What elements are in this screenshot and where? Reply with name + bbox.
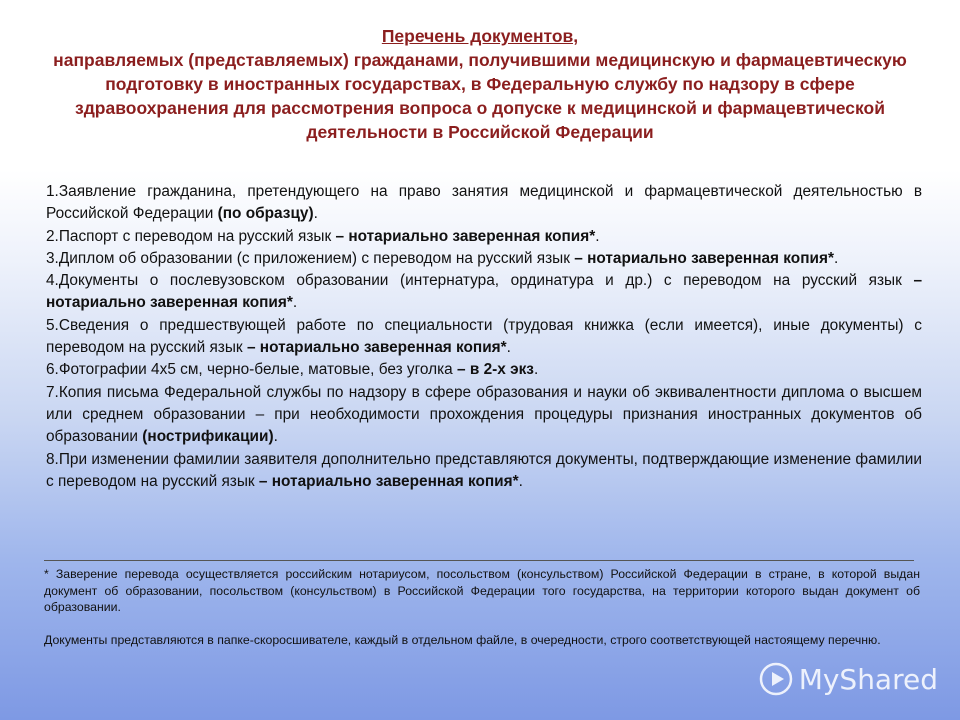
list-item-7: [46, 382, 922, 449]
list-item-text: 4.Документы о послевузовском образовании (интернатура, ординатура и др.) с переводом на русский язык: [46, 272, 914, 290]
list-item-text: 7.Копия письма Федеральной службы по надзору в сфере образования и науки об эквивалентности диплома о высшем или среднем образовании – при необходимости прохождения процедуры признания иностранных документов об образовании: [46, 383, 922, 446]
list-item-text: 3.Диплом об образовании (с приложением) с переводом на русский язык: [46, 249, 575, 267]
list-item-4: [46, 270, 922, 315]
watermark: [759, 662, 938, 696]
play-icon: [759, 662, 793, 696]
list-item-bold: (по образцу): [217, 205, 314, 223]
title-line-2: направляемых (представляемых) гражданами, получившими медицинскую и фармацевтическую подготовку в иностранных государствах, в Федеральную службу по надзору в сфере здравоохранения для рассмотрения вопроса о допуске к медицинской и фармацевтической деятельности в Российской Федерации: [53, 50, 907, 142]
list-item-1: [46, 181, 922, 226]
list-item-6: [46, 359, 922, 381]
title-line-1: Перечень документов,: [381, 26, 579, 46]
list-item-text: 1.Заявление гражданина, претендующего на право занятия медицинской и фармацевтической деятельностью в Российской Федерации: [46, 183, 922, 223]
list-item-text: 5.Сведения о предшествующей работе по специальности (трудовая книжка (если имеется), иные документы) с переводом на русский язык: [46, 316, 922, 357]
page-title: [30, 24, 930, 144]
list-item-tail: .: [313, 205, 318, 223]
footnote: [44, 566, 920, 648]
list-item-text: 6.Фотографии 4х5 см, черно-белые, матовые, без уголка: [46, 361, 458, 379]
list-item-tail: .: [833, 249, 839, 267]
footnote-divider: [44, 560, 914, 561]
watermark-text: MyShared: [798, 662, 938, 696]
list-item-bold: – в 2-х экз: [457, 361, 534, 379]
list-item-tail: .: [273, 428, 278, 446]
list-item-bold: – нотариально заверенная копия*: [46, 272, 922, 312]
list-item-2: [46, 226, 922, 248]
document-list: [46, 181, 922, 493]
list-item-tail: .: [292, 294, 298, 312]
list-item-tail: .: [518, 472, 523, 490]
list-item-tail: .: [595, 227, 600, 245]
list-item-bold: – нотариально заверенная копия*: [258, 472, 519, 490]
list-item-tail: .: [533, 361, 539, 379]
list-item-bold: (нострификации): [142, 428, 274, 446]
list-item-8: [46, 449, 922, 494]
list-item-bold: – нотариально заверенная копия*: [574, 249, 834, 267]
footnote-instruction: Документы представляются в папке-скоросшивателе, каждый в отдельном файле, в очередности, строго соответствующей настоящему перечню.: [44, 632, 881, 647]
footnote-gap: [44, 616, 920, 632]
footnote-note: * Заверение перевода осуществляется российским нотариусом, посольством (консульством) Российской Федерации в стране, в которой выдан документ об образовании, посольством (консульством) в Российской Федерации того государства, на территории которого выдан документ об образовании.: [44, 567, 920, 614]
list-item-3: [46, 248, 922, 270]
list-item-tail: .: [506, 339, 511, 357]
list-item-5: [46, 315, 922, 360]
list-item-text: 2.Паспорт с переводом на русский язык: [46, 227, 336, 245]
list-item-text: 8.При изменении фамилии заявителя дополнительно представляются документы, подтверждающие изменение фамилии с переводом на русский язык: [46, 450, 922, 490]
list-item-bold: – нотариально заверенная копия*: [335, 227, 596, 245]
list-item-bold: – нотариально заверенная копия*: [246, 339, 507, 357]
